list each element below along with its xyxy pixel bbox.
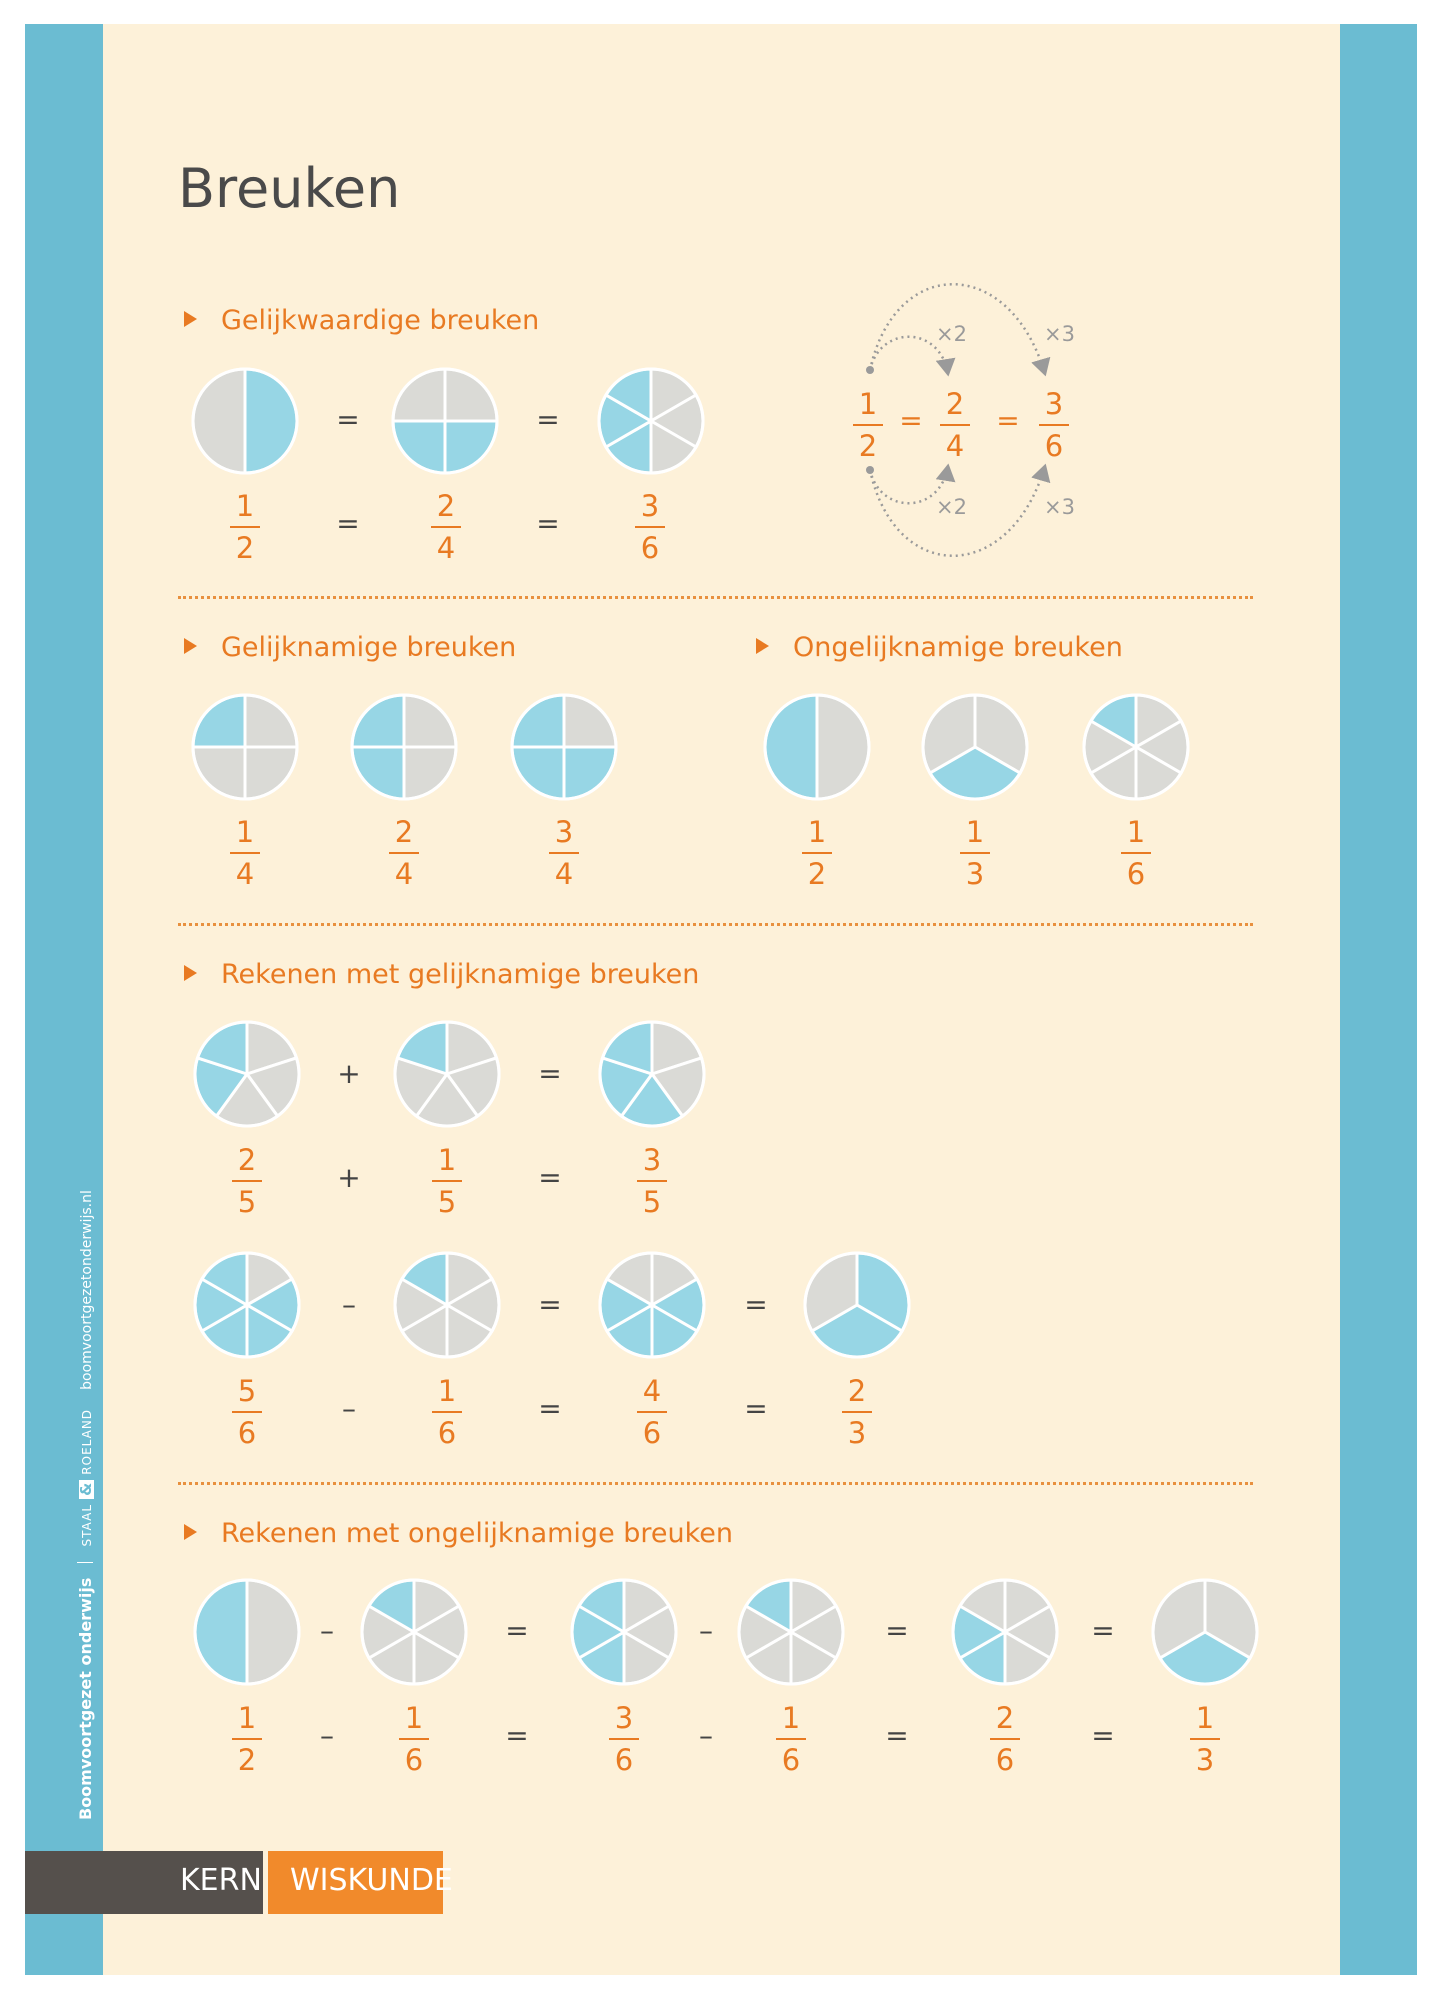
numerator: 3 <box>642 1143 662 1177</box>
numerator: 1 <box>1126 815 1146 849</box>
fraction-pie <box>193 1251 301 1359</box>
numerator: 2 <box>237 1143 257 1177</box>
denominator: 5 <box>437 1185 457 1219</box>
numerator: 1 <box>437 1143 457 1177</box>
denominator: 4 <box>235 857 255 891</box>
fraction-bar <box>399 1738 429 1740</box>
denominator: 5 <box>642 1185 662 1219</box>
denominator: 3 <box>1195 1743 1215 1777</box>
fraction <box>594 1701 654 1777</box>
fraction-pie <box>763 693 871 801</box>
fraction-pie <box>350 693 458 801</box>
fraction-pie <box>803 1251 911 1359</box>
fraction <box>417 1374 477 1450</box>
fraction-bar <box>230 852 260 854</box>
fraction-bar <box>1039 424 1069 426</box>
pie-slice-empty <box>817 695 869 799</box>
numerator: 1 <box>404 1701 424 1735</box>
fraction <box>417 1143 477 1219</box>
fraction-pie <box>391 367 499 475</box>
fraction <box>925 387 985 463</box>
fraction <box>534 815 594 891</box>
fraction <box>622 1143 682 1219</box>
equals-sign: = <box>336 403 360 436</box>
numerator: 2 <box>847 1374 867 1408</box>
fraction <box>622 1374 682 1450</box>
numerator: 1 <box>1195 1701 1215 1735</box>
denominator: 6 <box>1126 857 1146 891</box>
pie-slice-empty <box>247 1580 299 1684</box>
numerator: 5 <box>237 1374 257 1408</box>
publisher-rest: voortgezet onderwijs <box>76 1577 95 1770</box>
pie-slice-filled <box>765 695 817 799</box>
numerator: 4 <box>642 1374 662 1408</box>
fraction-bar <box>842 1411 872 1413</box>
fraction <box>215 489 275 565</box>
fraction-bar <box>389 852 419 854</box>
fraction-bar <box>232 1411 262 1413</box>
numerator: 1 <box>235 489 255 523</box>
denominator: 6 <box>404 1743 424 1777</box>
numerator: 2 <box>945 387 965 421</box>
section-title-rekenen-ongelijknamig: Rekenen met ongelijknamige breuken <box>184 1520 733 1547</box>
fraction-bar <box>637 1411 667 1413</box>
numerator: 2 <box>394 815 414 849</box>
denominator: 2 <box>235 531 255 565</box>
numerator: 1 <box>235 815 255 849</box>
fraction-bar <box>990 1738 1020 1740</box>
section-title-ongelijknamig: Ongelijknamige breuken <box>756 634 1123 661</box>
triangle-bullet-icon <box>184 965 197 981</box>
fraction-pie <box>360 1578 468 1686</box>
denominator: 4 <box>394 857 414 891</box>
equals-sign: = <box>885 1614 909 1647</box>
minus-sign: – <box>342 1288 356 1321</box>
fraction <box>217 1374 277 1450</box>
fraction-pie <box>393 1020 501 1128</box>
multiplier-label: ×3 <box>1044 322 1075 346</box>
pie-slice-empty <box>193 369 245 473</box>
equals-sign: = <box>744 1392 768 1425</box>
fraction-bar <box>635 526 665 528</box>
equals-sign: = <box>538 1392 562 1425</box>
numerator: 3 <box>614 1701 634 1735</box>
denominator: 4 <box>945 429 965 463</box>
numerator: 1 <box>437 1374 457 1408</box>
triangle-bullet-icon <box>184 311 197 327</box>
fraction-pie <box>951 1578 1059 1686</box>
footer-subject-text: WISKUNDE <box>290 1863 453 1898</box>
denominator: 3 <box>847 1416 867 1450</box>
fraction <box>620 489 680 565</box>
denominator: 2 <box>237 1743 257 1777</box>
fraction-pie <box>737 1578 845 1686</box>
fraction-pie <box>598 1020 706 1128</box>
equals-sign: = <box>505 1614 529 1647</box>
fraction-bar <box>802 852 832 854</box>
fraction <box>761 1701 821 1777</box>
multiplier-label: ×2 <box>936 322 967 346</box>
denominator: 5 <box>237 1185 257 1219</box>
imprint-left: STAAL <box>80 1504 94 1547</box>
fraction <box>838 387 898 463</box>
fraction-pie <box>191 693 299 801</box>
fraction <box>215 815 275 891</box>
fraction-bar <box>232 1738 262 1740</box>
fraction <box>1024 387 1084 463</box>
equals-sign: = <box>538 1057 562 1090</box>
fraction-bar <box>609 1738 639 1740</box>
fraction-bar <box>432 1180 462 1182</box>
fraction-bar <box>230 526 260 528</box>
denominator: 4 <box>554 857 574 891</box>
equals-sign: = <box>536 507 560 540</box>
section-title-gelijknamig: Gelijknamige breuken <box>184 634 516 661</box>
minus-sign: – <box>320 1719 334 1752</box>
numerator: 1 <box>807 815 827 849</box>
fraction <box>1175 1701 1235 1777</box>
fraction-pie <box>597 367 705 475</box>
denominator: 6 <box>642 1416 662 1450</box>
fraction-bar <box>637 1180 667 1182</box>
equals-sign: = <box>336 507 360 540</box>
equals-sign: = <box>505 1719 529 1752</box>
fraction-pie <box>193 1578 301 1686</box>
denominator: 6 <box>995 1743 1015 1777</box>
equals-sign: = <box>744 1288 768 1321</box>
footer-kern-text: KERN <box>180 1863 262 1898</box>
numerator: 1 <box>781 1701 801 1735</box>
fraction <box>416 489 476 565</box>
plus-sign: + <box>337 1161 361 1194</box>
numerator: 1 <box>965 815 985 849</box>
fraction-pie <box>393 1251 501 1359</box>
denominator: 3 <box>965 857 985 891</box>
section-divider <box>178 1482 1253 1485</box>
denominator: 6 <box>237 1416 257 1450</box>
page-title: Breuken <box>178 157 401 220</box>
denominator: 6 <box>614 1743 634 1777</box>
triangle-bullet-icon <box>184 638 197 654</box>
multiplier-label: ×2 <box>936 495 967 519</box>
numerator: 1 <box>858 387 878 421</box>
fraction-pie <box>570 1578 678 1686</box>
numerator: 3 <box>640 489 660 523</box>
plus-sign: + <box>337 1057 361 1090</box>
equals-sign: = <box>536 403 560 436</box>
section-divider <box>178 596 1253 599</box>
minus-sign: – <box>342 1392 356 1425</box>
fraction-pie <box>598 1251 706 1359</box>
fraction-pie <box>921 693 1029 801</box>
publisher-bold: Boom <box>76 1769 95 1820</box>
multiplier-label: ×3 <box>1044 495 1075 519</box>
pie-slice-filled <box>245 369 297 473</box>
fraction <box>217 1701 277 1777</box>
pie-slice-filled <box>195 1580 247 1684</box>
equals-sign: = <box>885 1719 909 1752</box>
fraction-bar <box>776 1738 806 1740</box>
equals-sign: = <box>1091 1719 1115 1752</box>
denominator: 4 <box>436 531 456 565</box>
fraction-pie <box>1151 1578 1259 1686</box>
numerator: 2 <box>436 489 456 523</box>
minus-sign: – <box>699 1719 713 1752</box>
denominator: 6 <box>437 1416 457 1450</box>
fraction-bar <box>1190 1738 1220 1740</box>
equals-sign: = <box>538 1161 562 1194</box>
fraction <box>1106 815 1166 891</box>
minus-sign: – <box>320 1614 334 1647</box>
fraction <box>787 815 847 891</box>
fraction <box>827 1374 887 1450</box>
fraction <box>975 1701 1035 1777</box>
numerator: 2 <box>995 1701 1015 1735</box>
equals-sign: = <box>996 404 1020 437</box>
fraction-bar <box>1121 852 1151 854</box>
section-title-gelijkwaardig: Gelijkwaardige breuken <box>184 307 539 334</box>
equals-sign: = <box>538 1288 562 1321</box>
fraction <box>374 815 434 891</box>
denominator: 2 <box>807 857 827 891</box>
denominator: 6 <box>1044 429 1064 463</box>
equals-sign: = <box>899 404 923 437</box>
numerator: 3 <box>554 815 574 849</box>
fraction-bar <box>549 852 579 854</box>
fraction <box>217 1143 277 1219</box>
fraction-bar <box>232 1180 262 1182</box>
fraction-bar <box>432 1411 462 1413</box>
right-band <box>1340 24 1417 1975</box>
section-title-rekenen-gelijknamig: Rekenen met gelijknamige breuken <box>184 961 699 988</box>
equals-sign: = <box>1091 1614 1115 1647</box>
denominator: 2 <box>858 429 878 463</box>
denominator: 6 <box>781 1743 801 1777</box>
fraction-bar <box>940 424 970 426</box>
minus-sign: – <box>699 1614 713 1647</box>
section-divider <box>178 923 1253 926</box>
fraction-pie <box>1082 693 1190 801</box>
fraction <box>384 1701 444 1777</box>
fraction-bar <box>960 852 990 854</box>
sidebar-separator <box>77 1562 93 1563</box>
numerator: 1 <box>237 1701 257 1735</box>
triangle-bullet-icon <box>184 1524 197 1540</box>
imprint-right: ROELAND <box>80 1408 94 1475</box>
denominator: 6 <box>640 531 660 565</box>
fraction-bar <box>853 424 883 426</box>
fraction-pie <box>510 693 618 801</box>
website-link[interactable]: boomvoortgezetonderwijs.nl <box>79 1190 95 1390</box>
imprint-mark: & <box>79 1480 94 1499</box>
sidebar-branding <box>77 1190 94 1820</box>
triangle-bullet-icon <box>756 638 769 654</box>
numerator: 3 <box>1044 387 1064 421</box>
fraction-pie <box>191 367 299 475</box>
fraction <box>945 815 1005 891</box>
fraction-pie <box>193 1020 301 1128</box>
fraction-bar <box>431 526 461 528</box>
